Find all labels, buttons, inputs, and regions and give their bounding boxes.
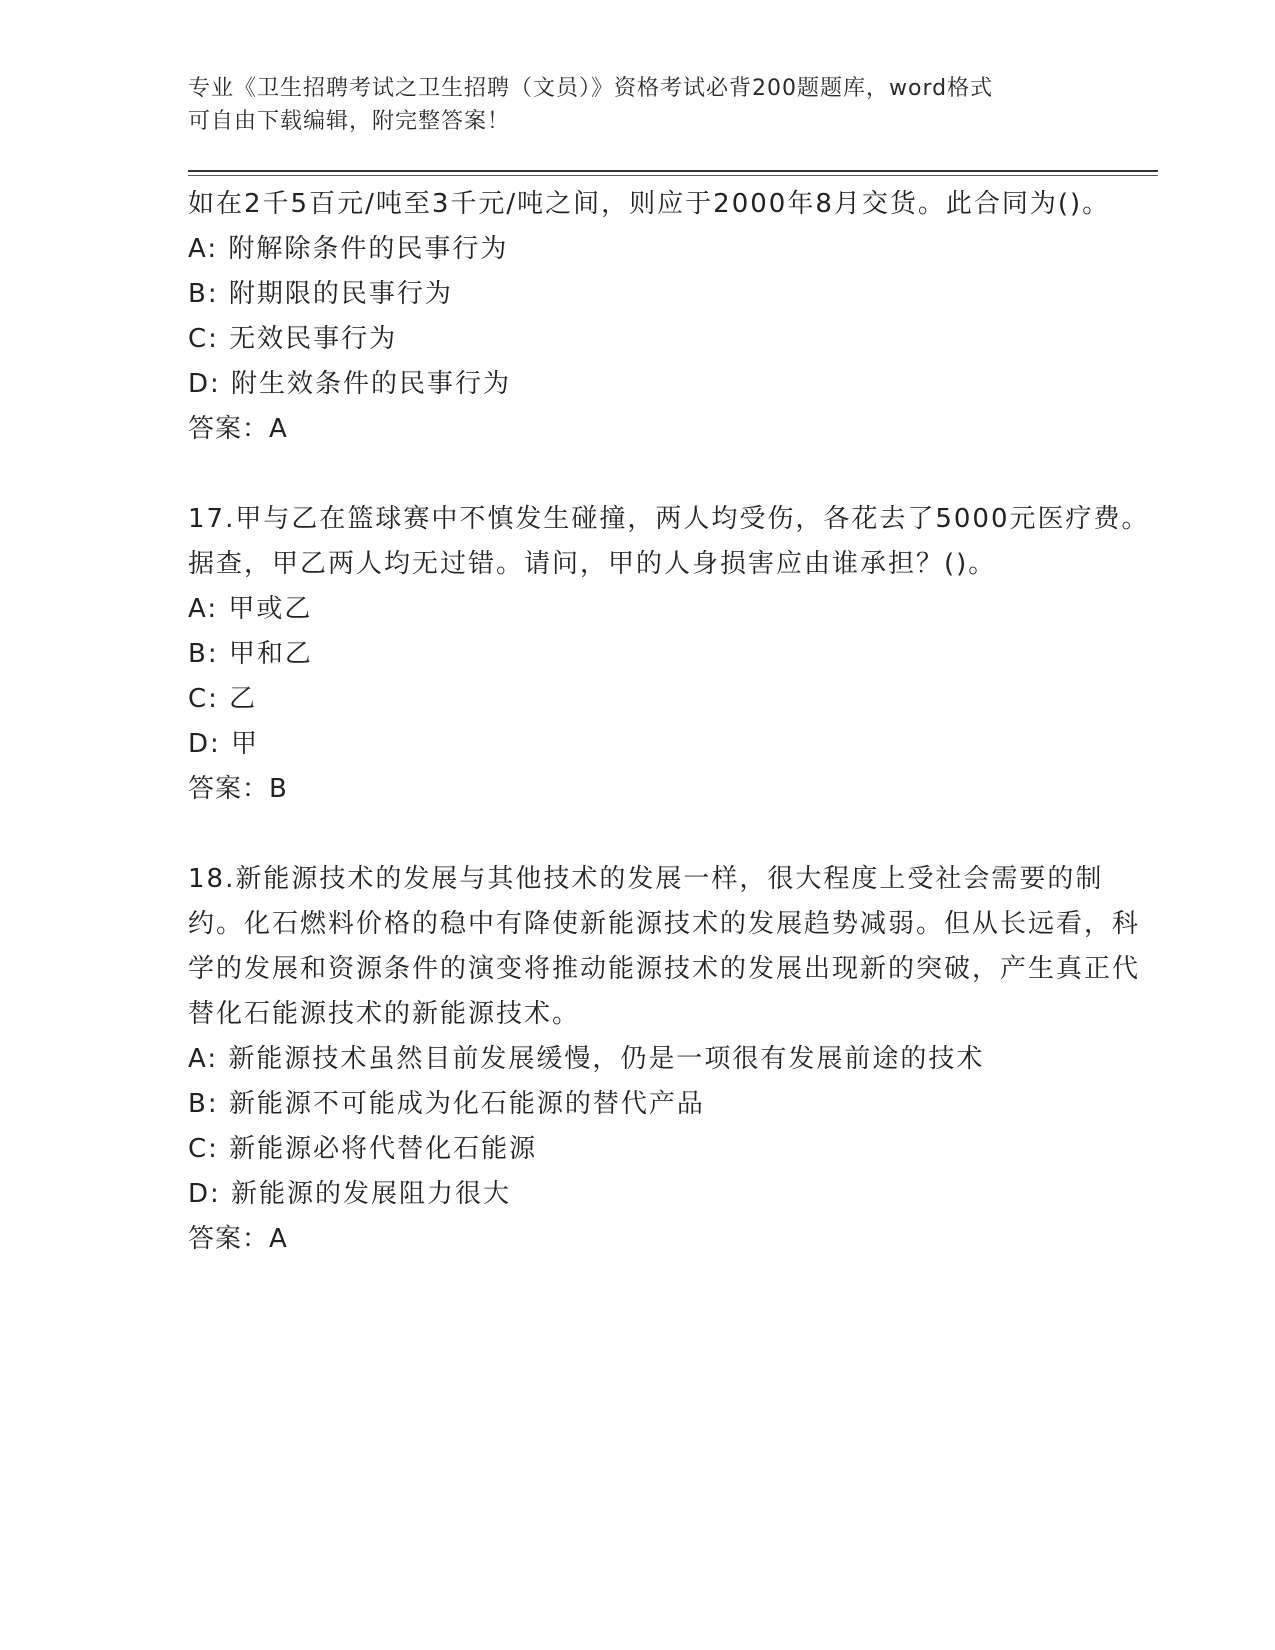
option-a: A: 新能源技术虽然目前发展缓慢，仍是一项很有发展前途的技术 <box>188 1044 985 1074</box>
question-stem: 17.甲与乙在篮球赛中不慎发生碰撞，两人均受伤，各花去了5000元医疗费。据查，甲乙两人均无过错。请问，甲的人身损害应由谁承担？()。 <box>188 504 1150 579</box>
header-rule-thick <box>188 170 1158 172</box>
question-item <box>188 182 1158 452</box>
option-d: D: 附生效条件的民事行为 <box>188 369 512 399</box>
answer-line: 答案：A <box>188 1224 288 1254</box>
header-rule-thin <box>188 175 1158 176</box>
option-a: A: 甲或乙 <box>188 594 313 624</box>
answer-line: 答案：B <box>188 774 288 804</box>
option-c: C: 乙 <box>188 684 258 714</box>
option-c: C: 无效民事行为 <box>188 324 398 354</box>
question-stem: 18.新能源技术的发展与其他技术的发展一样，很大程度上受社会需要的制约。化石燃料价格的稳中有降使新能源技术的发展趋势减弱。但从长远看，科学的发展和资源条件的演变将推动能源技术的发展出现新的突破，产生真正代替化石能源技术的新能源技术。 <box>188 864 1141 1029</box>
option-a: A: 附解除条件的民事行为 <box>188 234 509 264</box>
question-list <box>188 182 1158 1262</box>
document-page <box>188 72 1158 1262</box>
option-b: B: 新能源不可能成为化石能源的替代产品 <box>188 1089 705 1119</box>
document-header: 专业《卫生招聘考试之卫生招聘（文员）》资格考试必背200题题库，word格式 可自由下载编辑，附完整答案！ <box>188 76 994 134</box>
option-d: D: 甲 <box>188 729 260 759</box>
option-d: D: 新能源的发展阻力很大 <box>188 1179 512 1209</box>
option-c: C: 新能源必将代替化石能源 <box>188 1134 538 1164</box>
header-divider <box>188 170 1158 176</box>
question-item <box>188 497 1158 812</box>
question-stem: 如在2千5百元/吨至3千元/吨之间，则应于2000年8月交货。此合同为()。 <box>188 189 1111 219</box>
answer-line: 答案：A <box>188 414 288 444</box>
option-b: B: 甲和乙 <box>188 639 313 669</box>
option-b: B: 附期限的民事行为 <box>188 279 453 309</box>
question-item <box>188 857 1158 1262</box>
